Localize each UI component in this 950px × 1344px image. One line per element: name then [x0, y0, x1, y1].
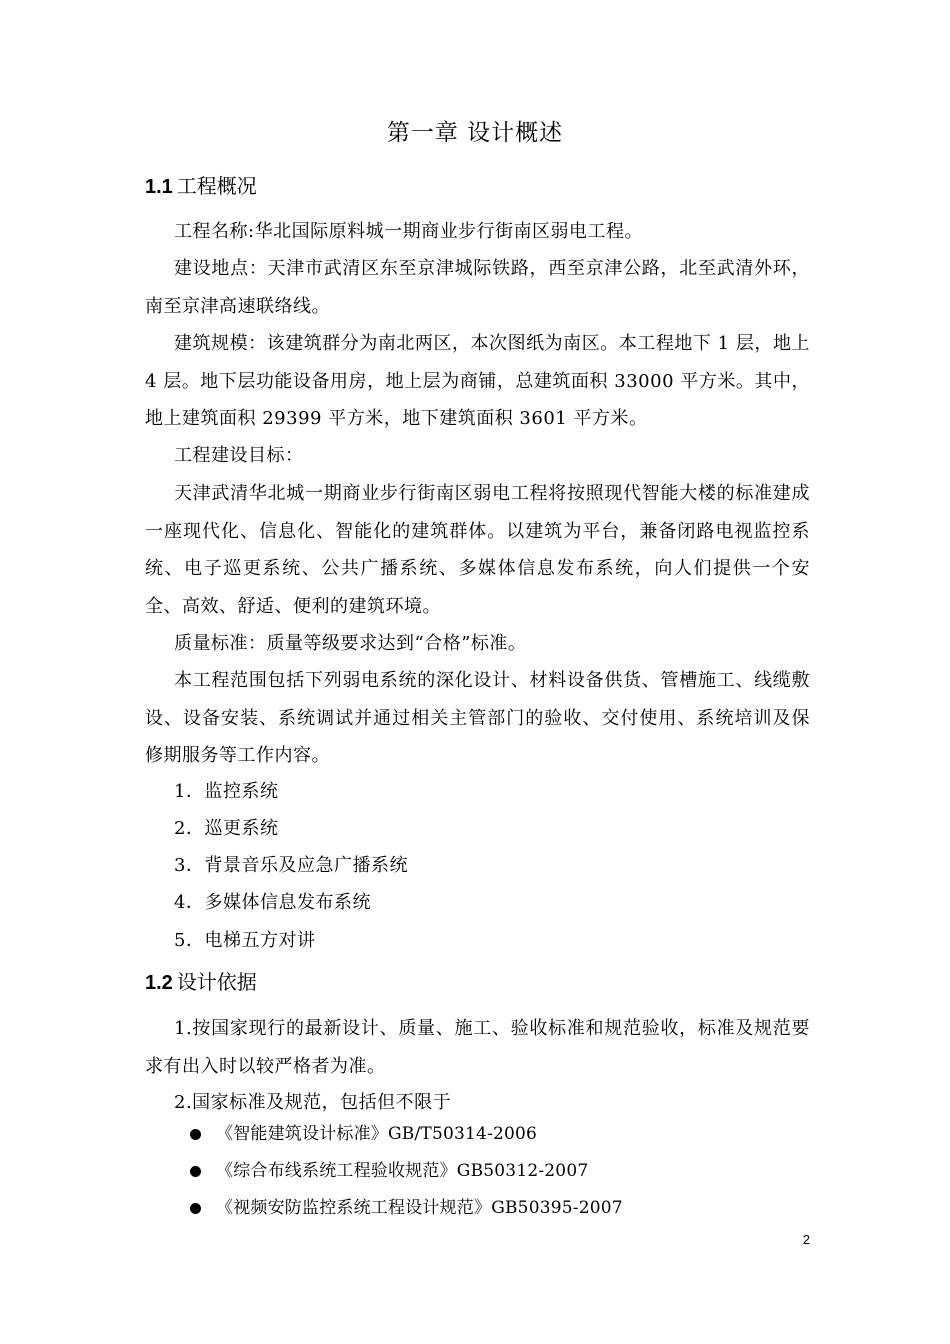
bullet-icon: [190, 1203, 201, 1214]
paragraph-quality: 质量标准：质量等级要求达到“合格”标准。: [174, 633, 527, 654]
section-title: 设计依据: [176, 970, 257, 994]
section-heading-1-1: [145, 171, 257, 202]
list-item: 4．多媒体信息发布系统: [174, 892, 371, 913]
paragraph-basis-1: 1.按国家现行的最新设计、质量、施工、验收标准和规范验收，标准及规范要求有出入时以较严格者为准。: [145, 1018, 810, 1077]
bullet-icon: [190, 1166, 201, 1177]
list-item: 1．监控系统: [174, 781, 279, 802]
paragraph-scope: 本工程范围包括下列弱电系统的深化设计、材料设备供货、管槽施工、线缆敷设、设备安装、系统调试并通过相关主管部门的验收、交付使用、系统培训及保修期服务等工作内容。: [145, 670, 810, 766]
paragraph-basis-2: 2.国家标准及规范，包括但不限于: [174, 1092, 452, 1113]
standard-text: 《智能建筑设计标准》GB/T50314-2006: [216, 1124, 538, 1144]
standard-item: [190, 1195, 623, 1221]
section-title: 工程概况: [176, 174, 257, 198]
section-number: 1.1: [145, 176, 173, 198]
list-item: 3．背景音乐及应急广播系统: [174, 855, 408, 876]
section-number: 1.2: [145, 972, 173, 994]
bullet-icon: [190, 1129, 201, 1140]
chapter-title: 第一章 设计概述: [386, 120, 564, 146]
standard-item: [190, 1121, 537, 1147]
paragraph-goal: 天津武清华北城一期商业步行街南区弱电工程将按照现代智能大楼的标准建成一座现代化、信息化、智能化的建筑群体。以建筑为平台，兼备闭路电视监控系统、电子巡更系统、公共广播系统、多媒体信息发布系统，向人们提供一个安全、高效、舒适、便利的建筑环境。: [145, 483, 810, 617]
list-item: 5．电梯五方对讲: [174, 930, 316, 951]
paragraph-project-name: 工程名称:华北国际原料城一期商业步行街南区弱电工程。: [174, 221, 644, 242]
paragraph-location: 建设地点：天津市武清区东至京津城际铁路，西至京津公路，北至武清外环，南至京津高速联络线。: [145, 258, 810, 317]
page-number: 2: [802, 1232, 810, 1247]
paragraph-goal-label: 工程建设目标：: [174, 445, 304, 466]
standard-text: 《视频安防监控系统工程设计规范》GB50395-2007: [216, 1198, 623, 1218]
paragraph-scale: 建筑规模：该建筑群分为南北两区，本次图纸为南区。本工程地下 1 层，地上 4 层。地下层功能设备用房，地上层为商铺，总建筑面积 33000 平方米。其中，地上建筑面积 29399 平方米，地下建筑面积 3601 平方米。: [145, 333, 810, 429]
standard-text: 《综合布线系统工程验收规范》GB50312-2007: [216, 1161, 589, 1181]
section-heading-1-2: [145, 967, 257, 998]
list-item: 2．巡更系统: [174, 818, 279, 839]
standard-item: [190, 1158, 588, 1184]
